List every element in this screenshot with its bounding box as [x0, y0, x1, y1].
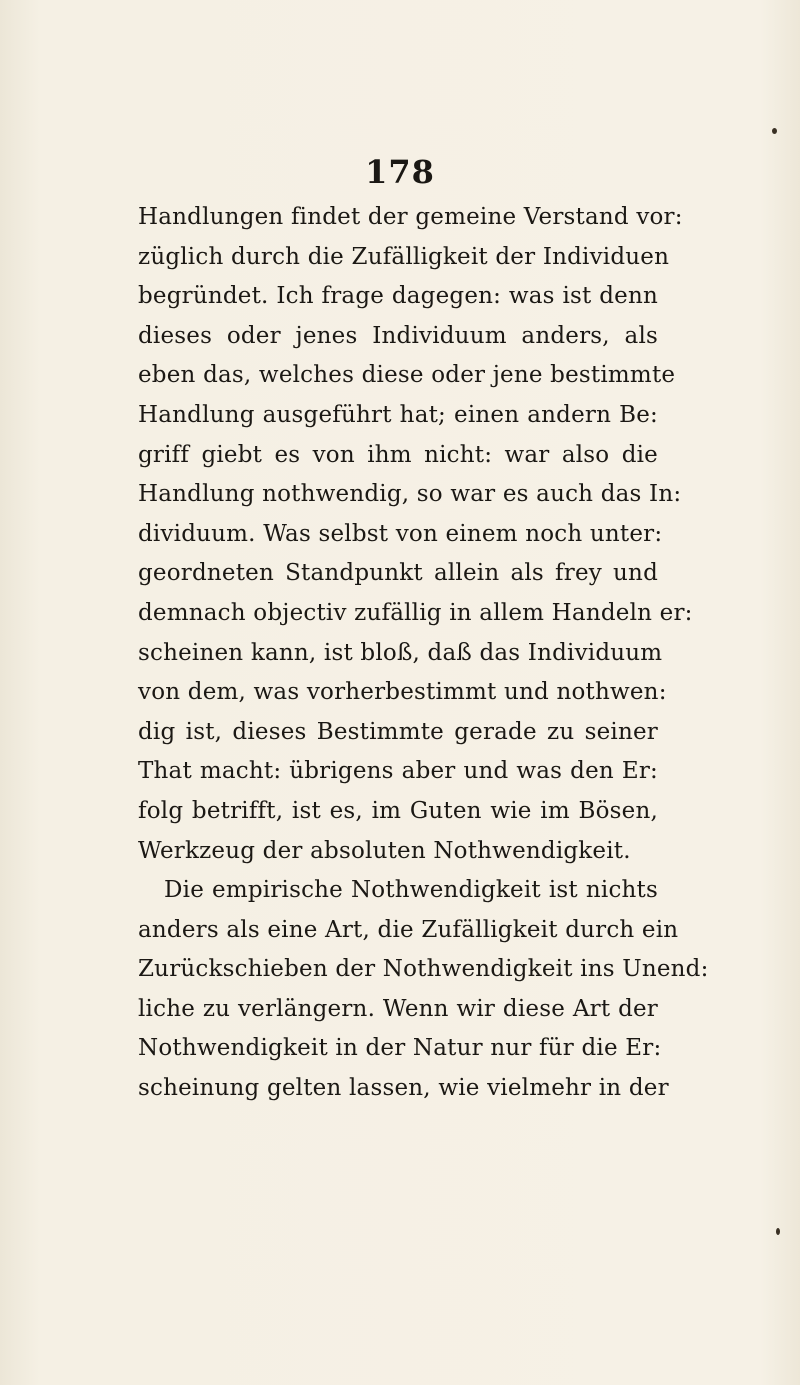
ink-spot — [772, 128, 777, 134]
text-line: Werkzeug der absoluten Nothwendigkeit. — [138, 837, 631, 864]
ink-spot — [776, 1228, 780, 1235]
body-text — [138, 198, 709, 1109]
text-line: griff giebt es von ihm nicht: war also die — [138, 441, 658, 468]
text-line: folg betrifft, ist es, im Guten wie im Bösen, — [138, 797, 658, 824]
text-line: demnach objectiv zufällig in allem Handeln er: — [138, 599, 693, 626]
text-line: züglich durch die Zufälligkeit der Individuen — [138, 243, 670, 270]
page-number: 178 — [365, 153, 435, 191]
text-line: geordneten Standpunkt allein als frey und — [138, 560, 658, 587]
text-line: Nothwendigkeit in der Natur nur für die Er: — [138, 1035, 662, 1062]
text-line: Zurückschieben der Nothwendigkeit ins Unend: — [138, 956, 709, 983]
text-line: scheinen kann, ist bloß, daß das Individuum — [138, 639, 663, 666]
text-line: That macht: übrigens aber und was den Er: — [138, 758, 658, 785]
text-line: eben das, welches diese oder jene bestimmte — [138, 362, 676, 389]
text-line: dividuum. Was selbst von einem noch unter: — [138, 520, 663, 547]
text-line: Die empirische Nothwendigkeit ist nichts — [164, 877, 658, 904]
text-line: von dem, was vorherbestimmt und nothwen: — [138, 679, 667, 706]
text-line: anders als eine Art, die Zufälligkeit durch ein — [138, 916, 679, 943]
text-line: begründet. Ich frage dagegen: was ist denn — [138, 283, 658, 310]
text-line: dig ist, dieses Bestimmte gerade zu seiner — [138, 718, 658, 745]
text-line: Handlung ausgeführt hat; einen andern Be: — [138, 401, 658, 428]
text-line: liche zu verlängern. Wenn wir diese Art der — [138, 995, 658, 1022]
text-line: Handlung nothwendig, so war es auch das In: — [138, 481, 682, 508]
text-line: Handlungen findet der gemeine Verstand vor: — [138, 204, 683, 230]
text-line: scheinung gelten lassen, wie vielmehr in der — [138, 1075, 669, 1102]
text-line: dieses oder jenes Individuum anders, als — [138, 322, 658, 349]
